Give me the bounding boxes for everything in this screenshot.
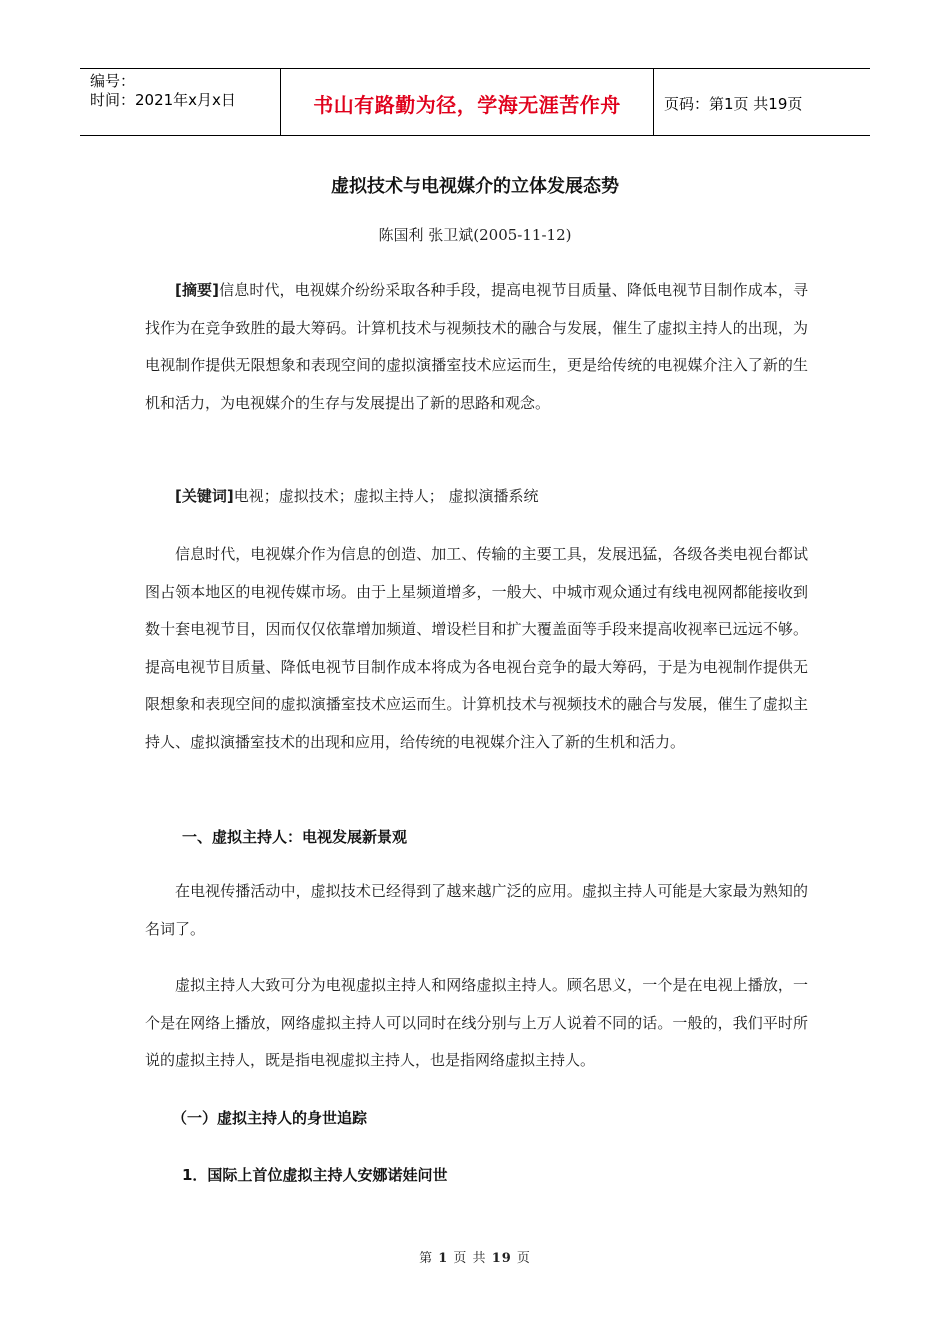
footer-suffix: 页 — [516, 1251, 531, 1266]
footer-prefix: 第 — [419, 1251, 434, 1266]
abstract-paragraph — [145, 272, 808, 422]
section-heading-1: 一、虚拟主持人：电视发展新景观 — [182, 828, 408, 846]
header-page-info: 页码：第1页 共19页 — [664, 94, 803, 113]
body-paragraph-3: 虚拟主持人大致可分为电视虚拟主持人和网络虚拟主持人。顾名思义，一个是在电视上播放，一个是在网络上播放，网络虚拟主持人可以同时在线分别与上万人说着不同的话。一般的，我们平时所说的虚拟主持人，既是指电视虚拟主持人，也是指网络虚拟主持人。 — [145, 976, 808, 1069]
footer-total-pages: 19 — [491, 1251, 512, 1266]
section-heading-3: 1．国际上首位虚拟主持人安娜诺娃问世 — [182, 1166, 448, 1184]
footer-middle: 页 共 — [453, 1251, 487, 1266]
abstract-label: [摘要] — [175, 281, 220, 299]
page-footer — [0, 1247, 950, 1266]
body-paragraph-1: 信息时代，电视媒介作为信息的创造、加工、传输的主要工具，发展迅猛，各级各类电视台都试图占领本地区的电视传媒市场。由于上星频道增多，一般大、中城市观众通过有线电视网都能接收到数十套电视节目，因而仅仅依靠增加频道、增设栏目和扩大覆盖面等手段来提高收视率已远远不够。提高电视节目质量、降低电视节目制作成本将成为各电视台竞争的最大筹码，于是为电视制作提供无限想象和表现空间的虚拟演播室技术应运而生。计算机技术与视频技术的融合与发展，催生了虚拟主持人、虚拟演播室技术的出现和应用，给传统的电视媒介注入了新的生机和活力。 — [145, 545, 808, 751]
keywords-label: [关键词] — [175, 487, 234, 505]
abstract-text: 信息时代，电视媒介纷纷采取各种手段，提高电视节目质量、降低电视节目制作成本，寻找作为在竞争致胜的最大筹码。计算机技术与视频技术的融合与发展，催生了虚拟主持人的出现，为电视制作提供无限想象和表现空间的虚拟演播室技术应运而生，更是给传统的电视媒介注入了新的生机和活力，为电视媒介的生存与发展提出了新的思路和观念。 — [145, 281, 808, 412]
header-meta — [80, 69, 281, 135]
keywords-text: 电视；虚拟技术；虚拟主持人； 虚拟演播系统 — [233, 487, 539, 505]
body-paragraph-2: 在电视传播活动中，虚拟技术已经得到了越来越广泛的应用。虚拟主持人可能是大家最为熟知的名词了。 — [145, 882, 808, 938]
header-number: 编号： — [90, 72, 136, 90]
header-motto: 书山有路勤为径，学海无涯苦作舟 — [281, 69, 654, 135]
header-time: 时间：2021年x月x日 — [90, 91, 236, 109]
document-title: 虚拟技术与电视媒介的立体发展态势 — [331, 176, 619, 197]
section-heading-2: （一）虚拟主持人的身世追踪 — [172, 1109, 368, 1127]
footer-page-number: 1 — [438, 1251, 449, 1266]
keywords-paragraph — [145, 478, 808, 516]
document-authors: 陈国利 张卫斌(2005-11-12) — [378, 226, 572, 244]
page-header — [80, 68, 870, 136]
